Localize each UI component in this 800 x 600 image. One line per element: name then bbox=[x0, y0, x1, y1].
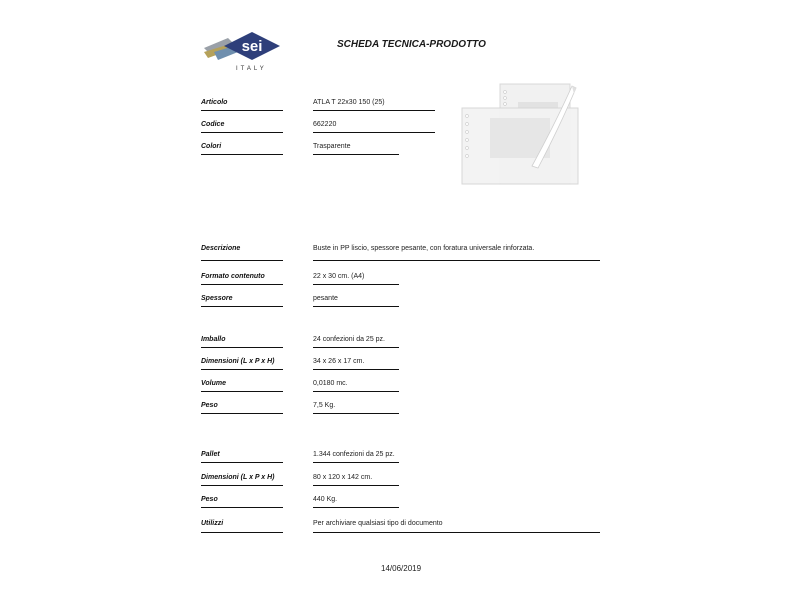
label-descrizione: Descrizione bbox=[201, 245, 241, 252]
value-underline bbox=[313, 507, 399, 508]
value-underline bbox=[313, 132, 435, 133]
label-underline bbox=[201, 507, 283, 508]
value-underline bbox=[313, 369, 399, 370]
label-underline bbox=[201, 110, 283, 111]
page-title: SCHEDA TECNICA-PRODOTTO bbox=[337, 39, 486, 50]
label-underline bbox=[201, 485, 283, 486]
value-underline bbox=[313, 260, 600, 261]
label-underline bbox=[201, 369, 283, 370]
label-underline bbox=[201, 532, 283, 533]
label-dimensioni-pallet: Dimensioni (L x P x H) bbox=[201, 474, 275, 481]
label-peso-imballo: Peso bbox=[201, 402, 218, 409]
value-codice: 662220 bbox=[313, 121, 337, 128]
value-underline bbox=[313, 391, 399, 392]
logo-text: sei bbox=[241, 38, 263, 55]
value-underline bbox=[313, 306, 399, 307]
value-pallet: 1.344 confezioni da 25 pz. bbox=[313, 451, 395, 458]
label-underline bbox=[201, 413, 283, 414]
label-spessore: Spessore bbox=[201, 295, 233, 302]
value-volume: 0,0180 mc. bbox=[313, 380, 348, 387]
value-formato: 22 x 30 cm. (A4) bbox=[313, 273, 365, 280]
footer-date: 14/06/2019 bbox=[381, 564, 422, 573]
label-underline bbox=[201, 154, 283, 155]
value-underline bbox=[313, 110, 435, 111]
label-dimensioni-imballo: Dimensioni (L x P x H) bbox=[201, 358, 275, 365]
logo-subtitle: ITALY bbox=[236, 66, 267, 72]
value-imballo: 24 confezioni da 25 pz. bbox=[313, 336, 385, 343]
value-dimensioni-imballo: 34 x 26 x 17 cm. bbox=[313, 358, 365, 365]
label-underline bbox=[201, 306, 283, 307]
label-formato: Formato contenuto bbox=[201, 273, 265, 280]
label-underline bbox=[201, 391, 283, 392]
label-volume: Volume bbox=[201, 380, 227, 387]
label-underline bbox=[201, 132, 283, 133]
value-articolo: ATLA T 22x30 150 (25) bbox=[313, 99, 385, 106]
label-pallet: Pallet bbox=[201, 451, 220, 458]
value-descrizione: Buste in PP liscio, spessore pesante, con foratura universale rinforzata. bbox=[313, 245, 535, 252]
value-underline bbox=[313, 284, 399, 285]
label-underline bbox=[201, 462, 283, 463]
value-underline bbox=[313, 532, 600, 533]
label-utilizzi: Utilizzi bbox=[201, 520, 224, 527]
label-underline bbox=[201, 347, 283, 348]
value-utilizzi: Per archiviare qualsiasi tipo di documento bbox=[313, 520, 443, 527]
value-dimensioni-pallet: 80 x 120 x 142 cm. bbox=[313, 474, 373, 481]
value-peso-pallet: 440 Kg. bbox=[313, 496, 338, 503]
value-underline bbox=[313, 347, 399, 348]
label-underline bbox=[201, 260, 283, 261]
value-peso-imballo: 7,5 Kg. bbox=[313, 402, 336, 409]
label-codice: Codice bbox=[201, 121, 225, 128]
label-colori: Colori bbox=[201, 143, 222, 150]
label-peso-pallet: Peso bbox=[201, 496, 218, 503]
value-underline bbox=[313, 485, 399, 486]
label-underline bbox=[201, 284, 283, 285]
value-colori: Trasparente bbox=[313, 143, 351, 150]
product-image bbox=[460, 82, 580, 186]
label-articolo: Articolo bbox=[201, 99, 228, 106]
value-underline bbox=[313, 413, 399, 414]
value-spessore: pesante bbox=[313, 295, 338, 302]
value-underline bbox=[313, 154, 399, 155]
value-underline bbox=[313, 462, 399, 463]
label-imballo: Imballo bbox=[201, 336, 226, 343]
